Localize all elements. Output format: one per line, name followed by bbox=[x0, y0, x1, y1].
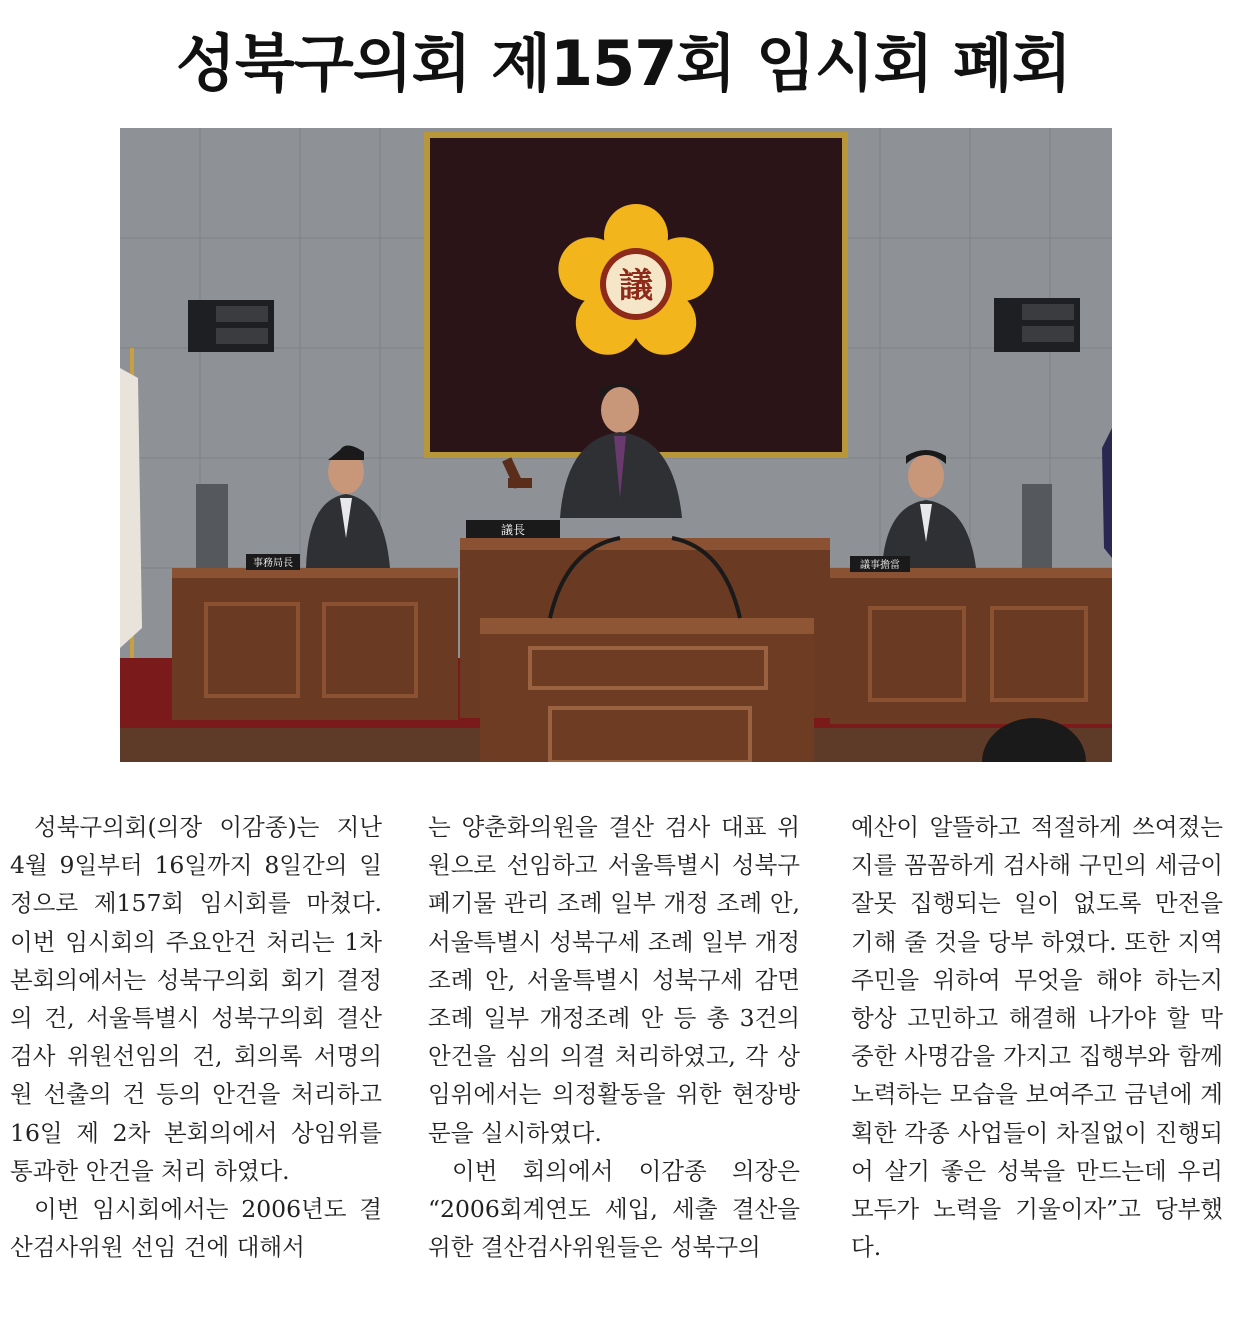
article-column-3 bbox=[851, 808, 1223, 1266]
article-column-2 bbox=[428, 808, 800, 1266]
speaker-right bbox=[1022, 484, 1052, 574]
emblem-character: 議 bbox=[619, 266, 653, 306]
article-paragraph: 이번 회의에서 이감종 의장은 “2006회계연도 세입, 세출 결산을 위한 결산검사위원들은 성북구의 bbox=[428, 1156, 800, 1262]
headline: 성북구의회 제157회 임시회 폐회 bbox=[176, 27, 1071, 100]
article-column-1 bbox=[10, 808, 382, 1266]
left-clock bbox=[188, 300, 274, 352]
article-paragraph: 이번 임시회에서는 2006년도 결산검사위원 선임 건에 대해서 bbox=[10, 1195, 382, 1262]
nameplate-left: 事務局長 bbox=[253, 558, 293, 569]
desk-left bbox=[172, 554, 458, 720]
council-session-photo bbox=[120, 128, 1112, 762]
article-paragraph: 는 양춘화의원을 결산 검사 대표 위원으로 선임하고 서울특별시 성북구 폐기물 관리 조례 일부 개정 조례 안, 서울특별시 성북구세 조례 일부 개정조례 안, 서울특별시 성북구세 감면 조례 일부 개정조례 안 등 총 3건의 안건을 심의 의결 처리하였고, 각 상임위에서는 의정활동을 위한 현장방문을 실시하였다. bbox=[428, 813, 800, 1147]
article-paragraph: 성북구의회(의장 이감종)는 지난 4월 9일부터 16일까지 8일간의 일정으로 제157회 임시회를 마쳤다. 이번 임시회의 주요안건 처리는 1차 본회의에서는 성북구의회 회기 결정의 건, 서울특별시 성북구의회 결산검사 위원선임의 건, 회의록 서명의원 선출의 건 등의 안건을 처리하고 16일 제 2차 본회의에서 상임위를 통과한 안건을 처리 하였다. bbox=[10, 813, 382, 1185]
nameplate-center: 議長 bbox=[500, 523, 526, 537]
desk-right bbox=[830, 556, 1112, 724]
right-clock bbox=[994, 298, 1080, 352]
speaker-left bbox=[196, 484, 228, 574]
nameplate-right: 議事擔當 bbox=[860, 560, 900, 571]
article-paragraph: 예산이 알뜰하고 적절하게 쓰여졌는지를 꼼꼼하게 검사해 구민의 세금이 잘못 집행되는 일이 없도록 만전을 기해 줄 것을 당부 하였다. 또한 지역주민을 위하여 무엇을 해야 하는지 항상 고민하고 해결해 나가야 할 막중한 사명감을 가지고 집행부와 함께 노력하는 모습을 보여주고 금년에 계획한 각종 사업들이 차질없이 진행되어 살기 좋은 성북을 만드는데 우리 모두가 노력을 기울이자”고 당부했다. bbox=[851, 813, 1223, 1262]
